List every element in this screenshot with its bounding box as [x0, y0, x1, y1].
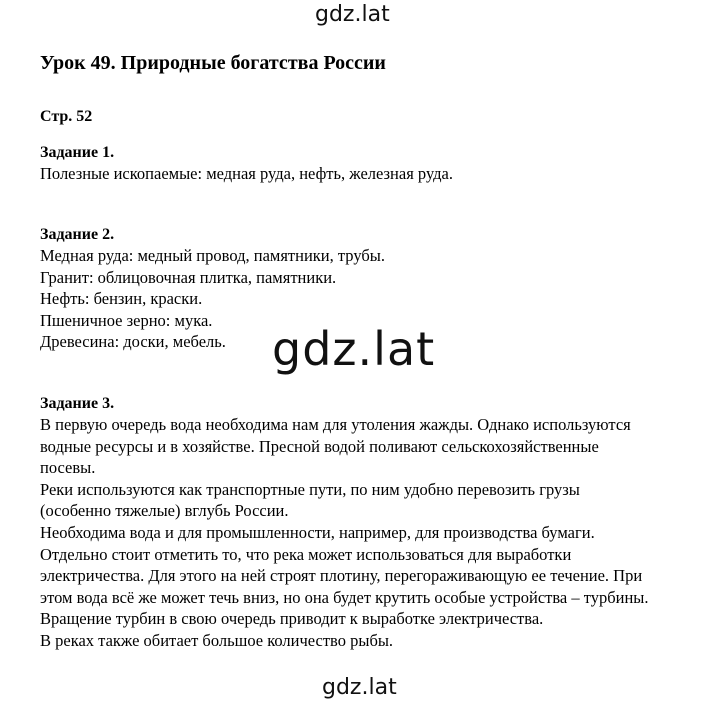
- lesson-title: Урок 49. Природные богатства России: [40, 52, 386, 74]
- task-3-title: Задание 3.: [40, 395, 115, 412]
- task-1-title: Задание 1.: [40, 144, 115, 161]
- task-3-line: Необходима вода и для промышленности, например, для производства бумаги.: [40, 522, 595, 542]
- task-2-line: Пшеничное зерно: мука.: [40, 310, 213, 330]
- task-3-line: В реках также обитает большое количество рыбы.: [40, 630, 394, 650]
- task-3-line: электричества. Для этого на ней строят плотину, перегораживающую ее течение. При: [40, 566, 643, 586]
- task-3: [40, 393, 710, 652]
- task-3-line: Реки используются как транспортные пути, по ним удобно перевозить грузы: [40, 479, 580, 499]
- task-2-line: Древесина: доски, мебель.: [40, 332, 226, 352]
- task-2-line: Медная руда: медный провод, памятники, трубы.: [40, 246, 385, 265]
- task-1: [40, 142, 710, 185]
- watermark-middle: gdz.lat: [272, 322, 436, 376]
- task-2-line: Нефть: бензин, краски.: [40, 289, 203, 309]
- task-3-line: водные ресурсы и в хозяйстве. Пресной водой поливают сельскохозяйственные: [40, 436, 599, 456]
- watermark-bottom: gdz.lat: [322, 675, 397, 700]
- task-1-line: Полезные ископаемые: медная руда, нефть, железная руда.: [40, 164, 453, 183]
- task-2-line: Гранит: облицовочная плитка, памятники.: [40, 267, 337, 287]
- task-3-line: этом вода всё же может течь вниз, но она будет крутить особые устройства – турбины.: [40, 587, 649, 607]
- task-3-line: Вращение турбин в свою очередь приводит к выработке электричества.: [40, 609, 544, 629]
- task-3-line: В первую очередь вода необходима нам для утоления жажды. Однако используются: [40, 415, 631, 434]
- page-label: Стр. 52: [40, 108, 93, 125]
- task-2-title: Задание 2.: [40, 226, 115, 243]
- task-3-line: (особенно тяжелые) вглубь России.: [40, 501, 289, 521]
- task-3-line: посевы.: [40, 458, 96, 478]
- watermark-top: gdz.lat: [315, 2, 390, 27]
- task-3-line: Отдельно стоит отметить то, что река может использоваться для выработки: [40, 544, 572, 564]
